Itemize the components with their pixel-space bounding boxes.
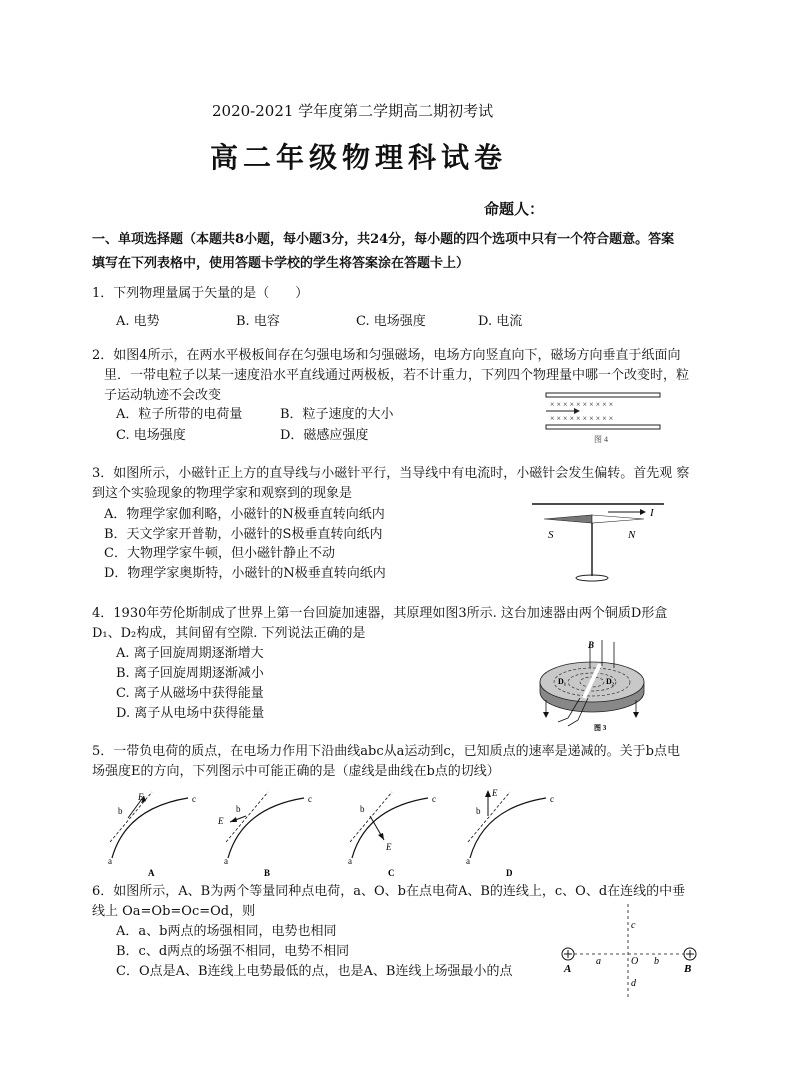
section-heading-line1: 一、单项选择题（本题共8小题，每小题3分，共24分，每小题的四个选项中只有一个符合题意。答案 (92, 232, 675, 247)
q5-stem-line1: 5．一带负电荷的质点，在电场力作用下沿曲线abc从a运动到c，已知质点的速率是递减的。关于b点电 (92, 744, 680, 759)
q6-label-O: O (631, 956, 639, 967)
q4-d1-label: D₁ (558, 677, 567, 686)
q5-d-label-a: a (466, 856, 470, 866)
q6-figure-charges (556, 900, 706, 1010)
q5-caption-b: B (264, 868, 271, 878)
q5-d-label-e: E (492, 788, 498, 798)
q5-a-label-c: c (192, 794, 196, 804)
q1-stem: 1．下列物理量属于矢量的是（ ） (92, 286, 309, 301)
q3-option-a: A．物理学家伽利略，小磁针的N极垂直转向纸内 (104, 507, 385, 522)
author-label: 命题人： (484, 200, 545, 218)
q5-c-label-a: a (348, 856, 352, 866)
q1-option-d: D. 电流 (478, 314, 523, 329)
q5-a-label-e: E (138, 792, 144, 802)
q4-figure-caption: 图 3 (594, 724, 607, 732)
q3-stem-line2: 到这个实验现象的物理学家和观察到的现象是 (92, 486, 353, 501)
q3-current-label: I (650, 507, 654, 519)
q5-caption-c: C (388, 868, 395, 878)
q5-b-label-a: a (224, 856, 228, 866)
exam-title: 高二年级物理科试卷 (210, 141, 508, 174)
svg-text:× × × × × × × × × ×: × × × × × × × × × × (550, 400, 614, 409)
q5-c-label-e: E (386, 842, 392, 852)
exam-subtitle: 2020-2021 学年度第二学期高二期初考试 (212, 102, 494, 120)
q4-option-d: D. 离子从电场中获得能量 (116, 706, 265, 721)
q2-option-a: A．粒子所带的电荷量 (116, 407, 243, 422)
q5-caption-a: A (148, 868, 155, 878)
q4-field-label: B (588, 640, 595, 650)
q6-option-b: B．c、d两点的场强不相同，电势不相同 (116, 944, 350, 959)
q5-a-label-b: b (118, 806, 123, 816)
q4-stem-line1: 4．1930年劳伦斯制成了世界上第一台回旋加速器，其原理如图3所示. 这台加速器由两个铜质D形盒 (92, 606, 668, 621)
q3-north-label: N (628, 529, 636, 541)
q5-b-label-b: b (236, 804, 241, 814)
q5-d-label-c: c (550, 794, 554, 804)
q6-label-B: B (684, 963, 692, 975)
q5-caption-d: D (506, 868, 513, 878)
q2-option-b: B．粒子速度的大小 (280, 407, 394, 422)
q6-label-a: a (596, 956, 601, 967)
q6-label-c: c (631, 920, 636, 931)
q4-option-c: C. 离子从磁场中获得能量 (116, 686, 264, 701)
q1-option-c: C. 电场强度 (356, 314, 426, 329)
q3-option-d: D．物理学家奥斯特，小磁针的N极垂直转向纸内 (104, 566, 386, 581)
q4-figure-cyclotron (528, 638, 658, 734)
q3-option-c: C．大物理学家牛顿，但小磁针静止不动 (104, 546, 335, 561)
q2-figure-plates (544, 390, 664, 444)
q2-option-d: D．磁感应强度 (280, 428, 369, 443)
q6-stem-line2: 线上 Oa=Ob=Oc=Od，则 (92, 904, 256, 919)
q2-option-c: C. 电场强度 (116, 428, 186, 443)
q2-stem-line3: 子运动轨迹不会改变 (104, 388, 222, 403)
q1-option-a: A. 电势 (116, 314, 160, 329)
q2-stem-line1: 2．如图4所示，在两水平极板间存在匀强电场和匀强磁场，电场方向竖直向下，磁场方向垂直于纸面向 (92, 348, 681, 363)
q5-c-label-b: b (360, 804, 365, 814)
q4-option-b: B. 离子回旋周期逐渐减小 (116, 666, 264, 681)
q6-option-c: C．O点是A、B连线上电势最低的点，也是A、B连线上场强最小的点 (116, 964, 513, 979)
q5-figure-b (216, 786, 316, 878)
q3-figure-compass (532, 502, 672, 584)
q5-c-label-c: c (432, 794, 436, 804)
q6-stem-line1: 6．如图所示，A、B为两个等量同种点电荷，a、O、b在点电荷A、B的连线上，c、O、d在连线的中垂 (92, 884, 686, 899)
q6-label-d: d (631, 978, 636, 989)
q5-b-label-e: E (218, 816, 224, 826)
q4-d2-label: D₂ (606, 677, 615, 686)
q2-figure-caption: 图 4 (594, 435, 608, 444)
q6-label-b: b (654, 956, 659, 967)
q4-option-a: A. 离子回旋周期逐渐增大 (116, 646, 264, 661)
q3-south-label: S (548, 529, 554, 541)
q5-d-label-b: b (476, 806, 481, 816)
q6-option-a: A．a、b两点的场强相同，电势也相同 (116, 924, 337, 939)
q6-label-A: A (564, 963, 572, 975)
q5-a-label-a: a (108, 856, 112, 866)
q5-figure-d (458, 786, 558, 878)
q1-option-b: B. 电容 (236, 314, 280, 329)
q3-option-b: B．天文学家开普勒，小磁针的S极垂直转向纸内 (104, 527, 383, 542)
q3-stem-line1: 3．如图所示，小磁针正上方的直导线与小磁针平行，当导线中有电流时，小磁针会发生偏转。首先观 察 (92, 466, 690, 481)
q5-b-label-c: c (308, 794, 312, 804)
q5-figure-c (340, 786, 440, 878)
q4-stem-line2: D₁、D₂构成，其间留有空隙. 下列说法正确的是 (92, 626, 366, 641)
svg-text:× × × × × × × × × ×: × × × × × × × × × × (550, 414, 614, 423)
q5-stem-line2: 场强度E的方向，下列图示中可能正确的是（虚线是曲线在b点的切线） (92, 764, 500, 779)
q5-figure-a (100, 786, 200, 878)
q2-stem-line2: 里．一带电粒子以某一速度沿水平直线通过两极板，若不计重力，下列四个物理量中哪一个改变时，粒 (104, 368, 690, 383)
section-heading-line2: 填写在下列表格中，使用答题卡学校的学生将答案涂在答题卡上） (92, 256, 470, 271)
